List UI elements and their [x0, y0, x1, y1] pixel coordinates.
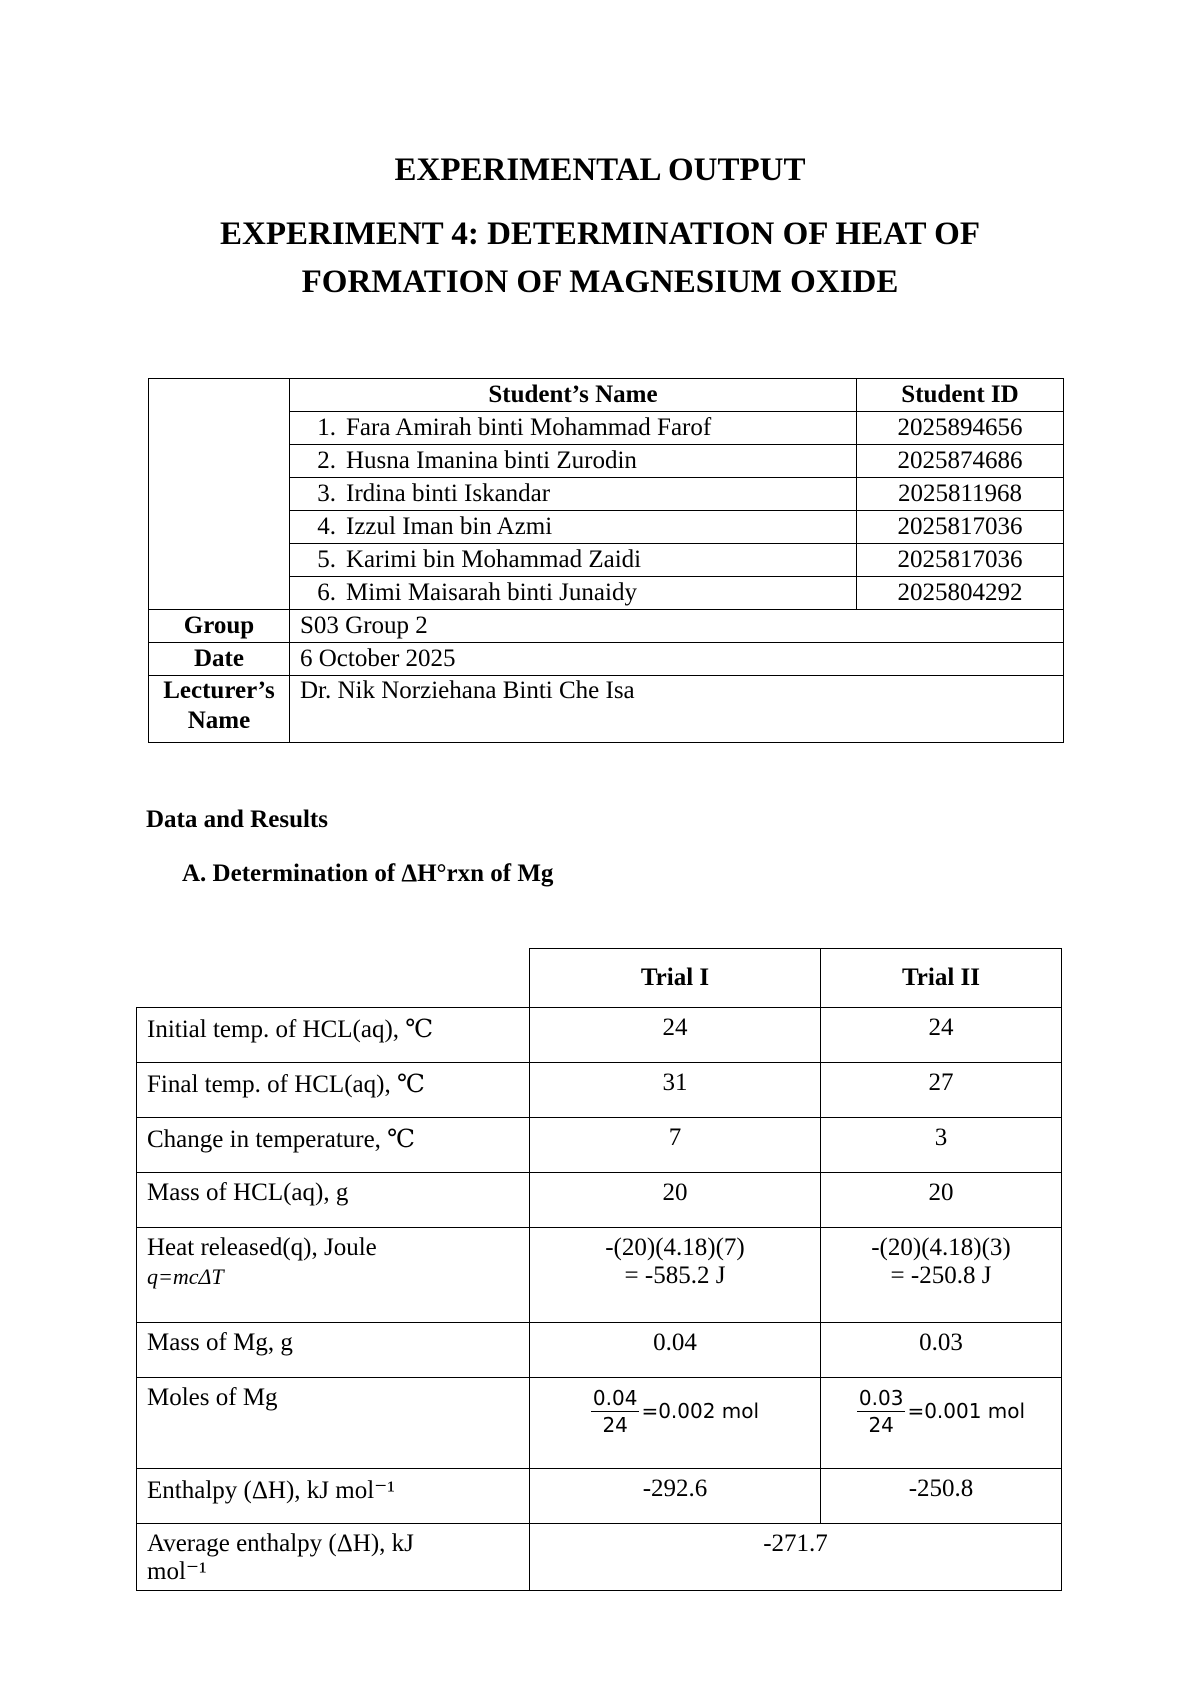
header-student-id: Student ID — [857, 379, 1064, 412]
info-header-row — [149, 379, 1064, 412]
row-moles-mg — [137, 1377, 1062, 1468]
trial-2-value — [821, 1377, 1062, 1468]
trial-2-value: 0.03 — [821, 1322, 1062, 1377]
student-number: 3. — [317, 480, 336, 507]
fraction-denominator: 24 — [868, 1412, 894, 1437]
student-id: 2025817036 — [857, 511, 1064, 544]
trial-1-fraction — [591, 1385, 759, 1438]
row-average-enthalpy — [137, 1523, 1062, 1590]
trial-2-value: 27 — [821, 1062, 1062, 1117]
student-id: 2025817036 — [857, 544, 1064, 577]
trial-2-value: 24 — [821, 1007, 1062, 1062]
row-final-temp — [137, 1062, 1062, 1117]
trial-2-value: -250.8 — [821, 1468, 1062, 1523]
avg-label-line1: Average enthalpy (ΔH), kJ — [147, 1529, 414, 1557]
row-label: Change in temperature, ℃ — [137, 1117, 530, 1172]
trial-2-value — [821, 1227, 1062, 1322]
trial-1-value — [530, 1377, 821, 1468]
trial-2-value: 3 — [821, 1117, 1062, 1172]
student-number: 5. — [317, 546, 336, 573]
heat-label: Heat released(q), Joule — [147, 1233, 377, 1261]
date-row — [149, 643, 1064, 676]
trial-1-value: -292.6 — [530, 1468, 821, 1523]
student-id: 2025811968 — [857, 478, 1064, 511]
lecturer-label-line2: Name — [187, 707, 251, 734]
row-heat-released — [137, 1227, 1062, 1322]
trial-1-value: 31 — [530, 1062, 821, 1117]
row-label: Mass of HCL(aq), g — [137, 1172, 530, 1227]
student-name: Fara Amirah binti Mohammad Farof — [346, 414, 712, 441]
average-enthalpy-value: -271.7 — [530, 1523, 1062, 1590]
fraction-denominator: 24 — [602, 1412, 628, 1437]
student-number: 6. — [317, 579, 336, 606]
info-blank-cell — [149, 379, 290, 610]
row-label: Initial temp. of HCL(aq), ℃ — [137, 1007, 530, 1062]
student-name-cell — [290, 544, 857, 577]
fraction-numerator: 0.04 — [592, 1385, 638, 1410]
results-table — [136, 948, 1062, 1591]
section-heading-part-a: A. Determination of ΔH°rxn of Mg — [182, 860, 554, 887]
trial-1-value: 7 — [530, 1117, 821, 1172]
fraction-result: =0.001 mol — [907, 1399, 1026, 1423]
lecturer-label — [149, 676, 290, 743]
fraction-result: =0.002 mol — [641, 1399, 760, 1423]
student-name-cell — [290, 412, 857, 445]
section-heading-data-results: Data and Results — [146, 806, 328, 833]
document-title: EXPERIMENTAL OUTPUT — [394, 152, 806, 188]
trial-1-value: 20 — [530, 1172, 821, 1227]
row-mass-mg — [137, 1322, 1062, 1377]
fraction-numerator: 0.03 — [858, 1385, 904, 1410]
student-id: 2025894656 — [857, 412, 1064, 445]
lecturer-label-line1: Lecturer’s — [163, 677, 275, 704]
student-name: Mimi Maisarah binti Junaidy — [346, 579, 637, 606]
heat-formula: q=mcΔT — [147, 1263, 224, 1289]
row-label: Moles of Mg — [137, 1377, 530, 1468]
avg-label-line2: mol⁻¹ — [147, 1557, 207, 1585]
row-mass-hcl — [137, 1172, 1062, 1227]
row-enthalpy — [137, 1468, 1062, 1523]
group-row — [149, 610, 1064, 643]
date-value: 6 October 2025 — [290, 643, 1064, 676]
lecturer-row — [149, 676, 1064, 743]
student-id: 2025804292 — [857, 577, 1064, 610]
student-number: 4. — [317, 513, 336, 540]
row-initial-temp — [137, 1007, 1062, 1062]
student-name: Karimi bin Mohammad Zaidi — [346, 546, 642, 573]
student-name-cell — [290, 445, 857, 478]
trial-2-result: = -250.8 J — [890, 1261, 992, 1289]
trial-1-value — [530, 1227, 821, 1322]
group-label: Group — [149, 610, 290, 643]
header-trial-1: Trial I — [530, 949, 821, 1008]
experiment-title-line2: FORMATION OF MAGNESIUM OXIDE — [301, 264, 899, 300]
experiment-title-line1: EXPERIMENT 4: DETERMINATION OF HEAT OF — [220, 216, 980, 252]
student-number: 1. — [317, 414, 336, 441]
trial-1-value: 24 — [530, 1007, 821, 1062]
student-number: 2. — [317, 447, 336, 474]
lecturer-value: Dr. Nik Norziehana Binti Che Isa — [290, 676, 1064, 743]
student-name: Husna Imanina binti Zurodin — [346, 447, 637, 474]
header-student-name: Student’s Name — [290, 379, 857, 412]
trial-1-calc: -(20)(4.18)(7) — [605, 1233, 745, 1261]
date-label: Date — [149, 643, 290, 676]
row-label: Mass of Mg, g — [137, 1322, 530, 1377]
results-header-row — [137, 949, 1062, 1008]
trial-1-value: 0.04 — [530, 1322, 821, 1377]
group-value: S03 Group 2 — [290, 610, 1064, 643]
student-name-cell — [290, 478, 857, 511]
trial-2-value: 20 — [821, 1172, 1062, 1227]
header-trial-2: Trial II — [821, 949, 1062, 1008]
student-id: 2025874686 — [857, 445, 1064, 478]
trial-2-calc: -(20)(4.18)(3) — [871, 1233, 1011, 1261]
row-label: Final temp. of HCL(aq), ℃ — [137, 1062, 530, 1117]
student-name: Izzul Iman bin Azmi — [346, 513, 553, 540]
student-info-table — [148, 378, 1064, 743]
row-label: Enthalpy (ΔH), kJ mol⁻¹ — [137, 1468, 530, 1523]
row-change-temp — [137, 1117, 1062, 1172]
student-name-cell — [290, 511, 857, 544]
student-name-cell — [290, 577, 857, 610]
trial-2-fraction — [857, 1385, 1025, 1438]
row-label — [137, 1227, 530, 1322]
trial-1-result: = -585.2 J — [624, 1261, 726, 1289]
results-blank-corner — [137, 949, 530, 1008]
student-name: Irdina binti Iskandar — [346, 480, 551, 507]
row-label — [137, 1523, 530, 1590]
